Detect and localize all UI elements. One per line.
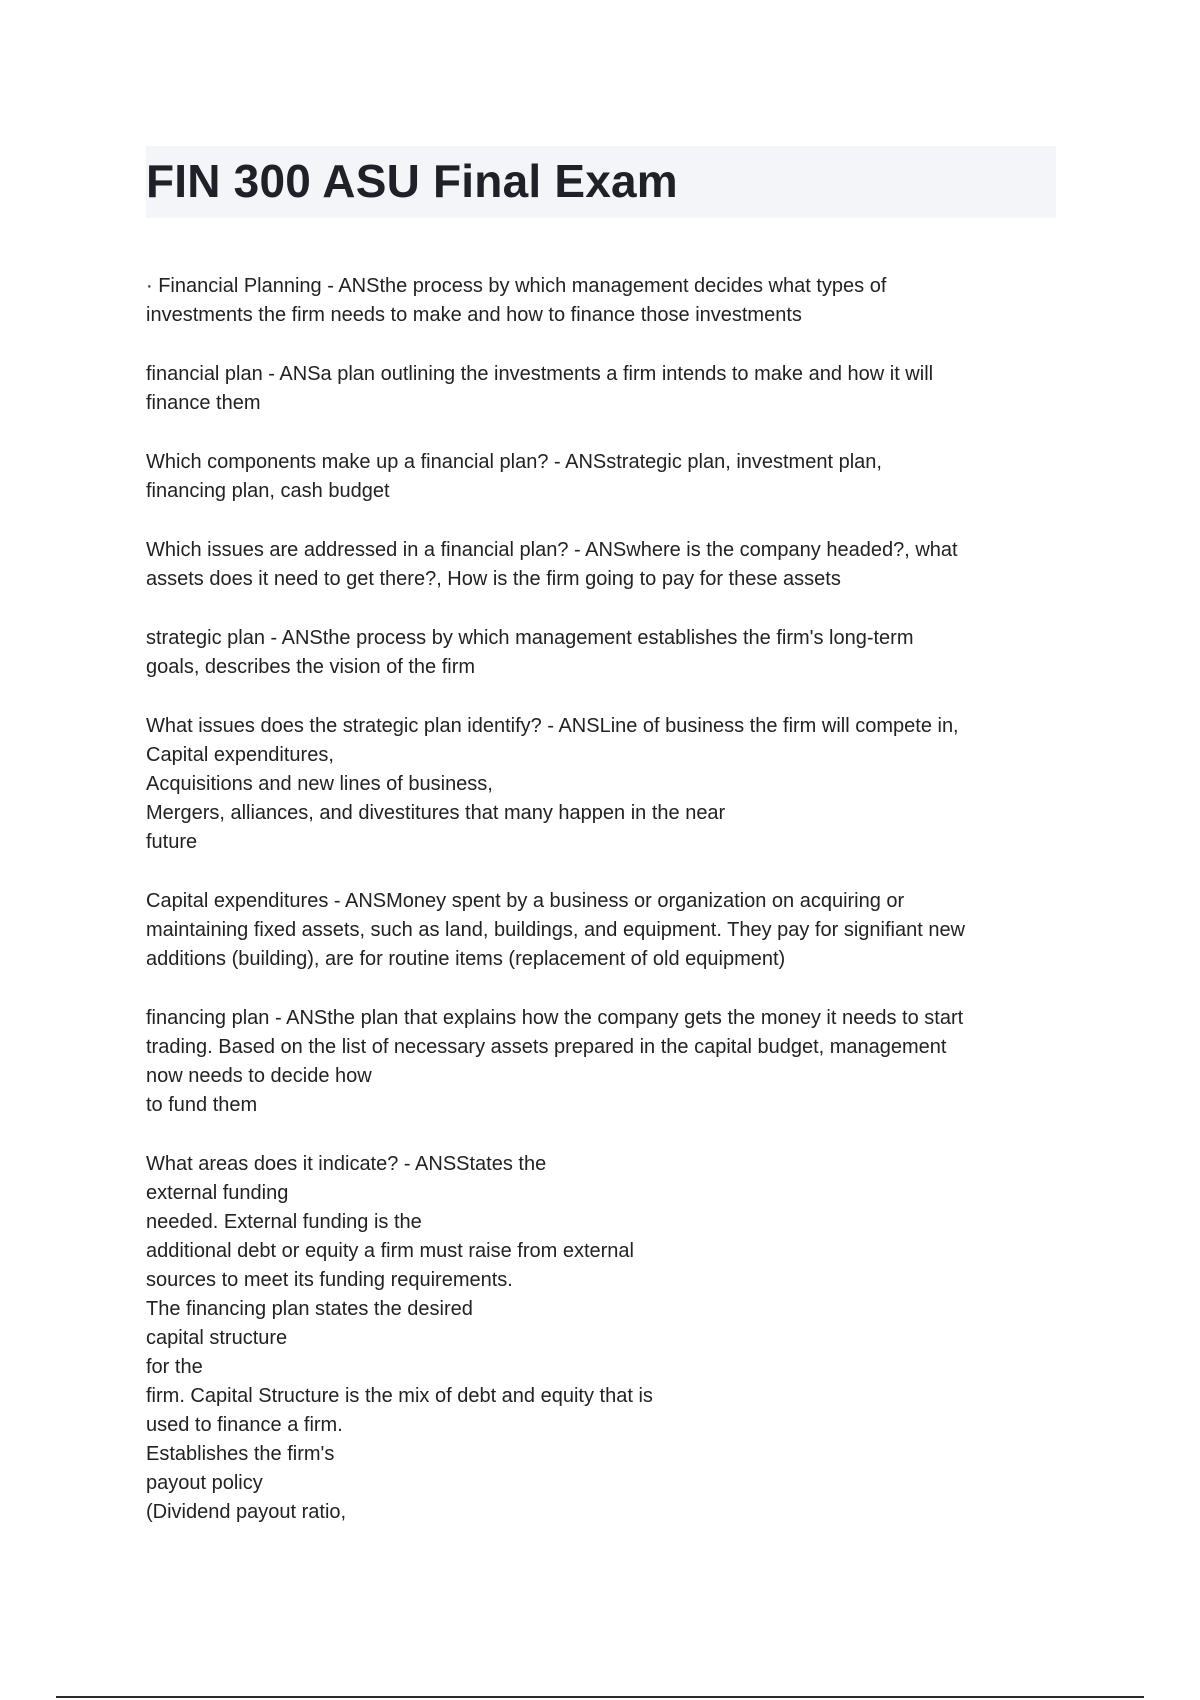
qa-entry-capital-expenditures: Capital expenditures - ANSMoney spent by a business or organization on acquiring or maintaining fixed assets, such as land, buildings, and equipment. They pay for signifiant new additions (building), are for routine items (replacement of old equipment) [146,890,966,970]
qa-entry-plan-issues: Which issues are addressed in a financial plan? - ANSwhere is the company headed?, what assets does it need to get there?, How is the firm going to pay for these assets [146,539,958,590]
qa-entry-financial-plan: financial plan - ANSa plan outlining the investments a firm intends to make and how it will finance them [146,363,934,414]
qa-entry-areas-indicated: What areas does it indicate? - ANSStates the external funding needed. External funding is the additional debt or equity a firm must raise from external sources to meet its funding requirements. The financing plan states the desired capital structure for the firm. Capital Structure is the mix of debt and equity that is used to finance a firm. Establishes the firm's payout policy (Dividend payout ratio, [146,1153,653,1523]
footer-divider [56,1696,1144,1698]
qa-entry-financing-plan: financing plan - ANSthe plan that explains how the company gets the money it needs to start trading. Based on the list of necessary assets prepared in the capital budget, management now needs to decide how to fund them [146,1007,964,1116]
page-title: FIN 300 ASU Final Exam [146,155,678,207]
qa-entry-plan-components: Which components make up a financial plan? - ANSstrategic plan, investment plan, financing plan, cash budget [146,451,882,502]
qa-entry-strategic-plan-issues: What issues does the strategic plan identify? - ANSLine of business the firm will compete in, Capital expenditures, Acquisitions and new lines of business, Mergers, alliances, and divestitures that many happen in the near future [146,715,959,853]
qa-entry-strategic-plan: strategic plan - ANSthe process by which management establishes the firm's long-term goals, describes the vision of the firm [146,627,914,678]
title-band [146,146,1056,218]
document-body [146,272,1066,1527]
qa-entry-financial-planning: · Financial Planning - ANSthe process by which management decides what types of investments the firm needs to make and how to finance those investments [146,275,887,326]
